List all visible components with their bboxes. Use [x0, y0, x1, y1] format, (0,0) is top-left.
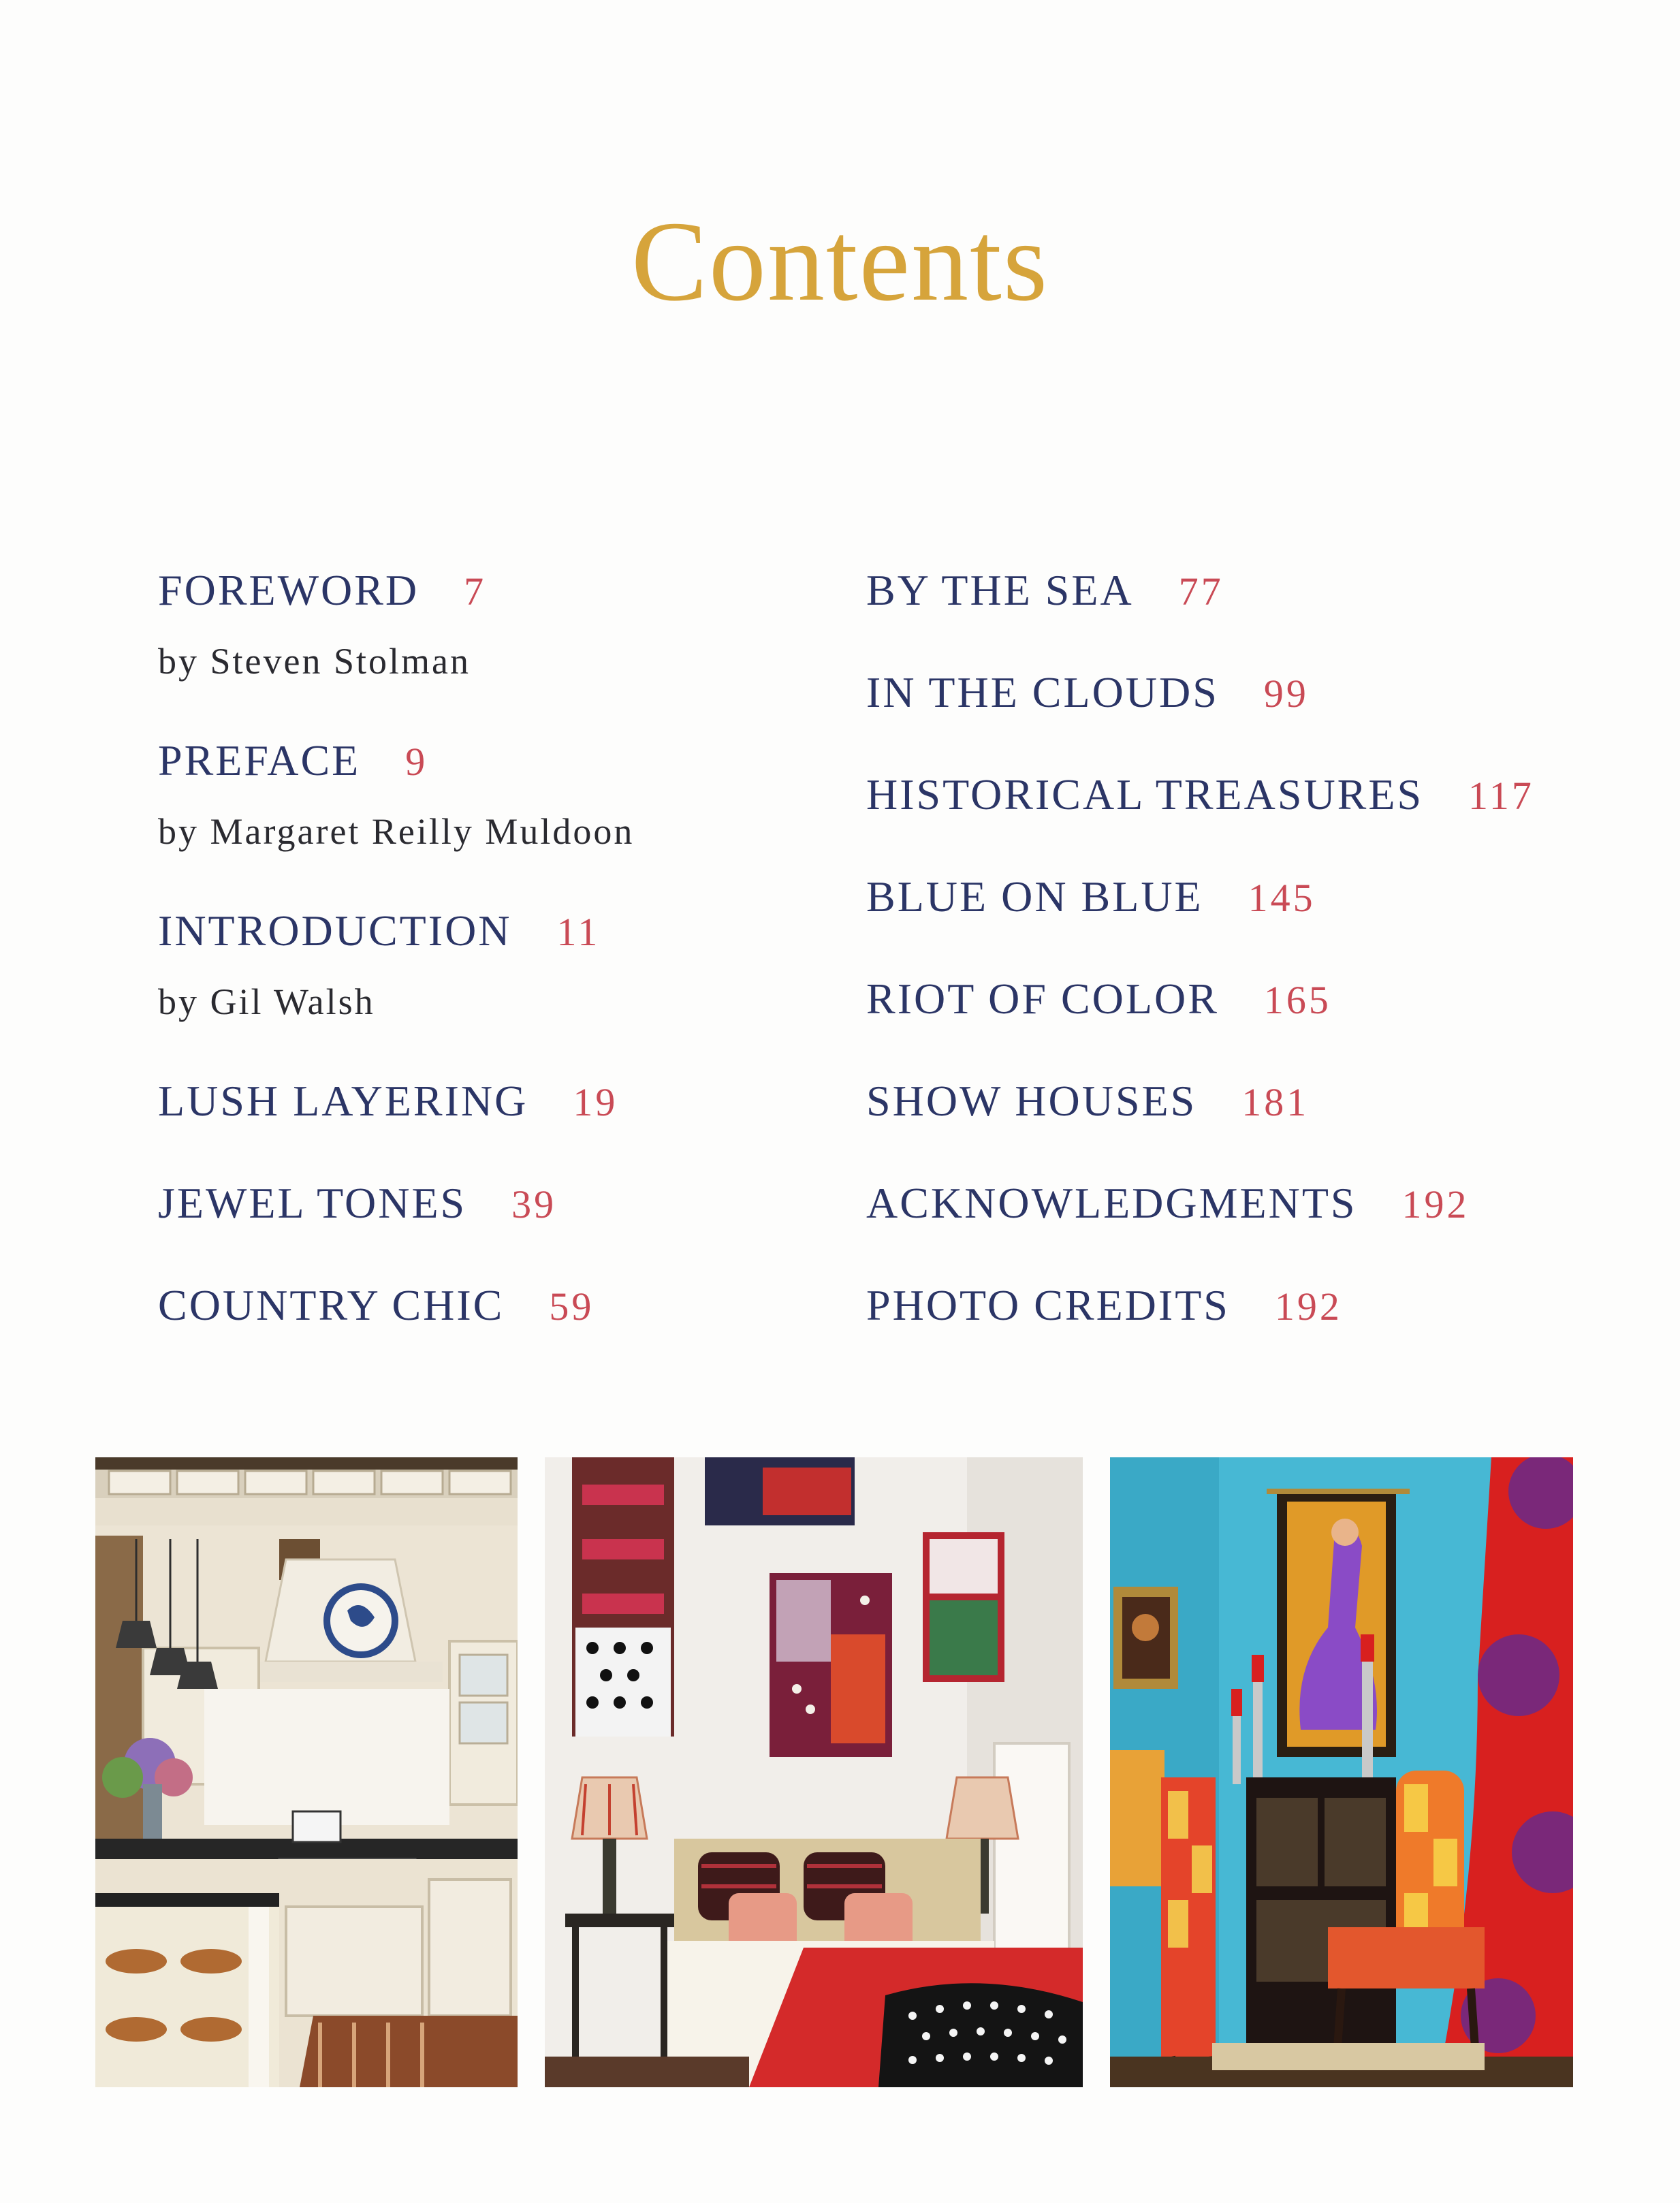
bedroom-photo-icon — [545, 1457, 1083, 2087]
kitchen-photo — [95, 1457, 518, 2087]
toc-entry-preface[interactable] — [158, 735, 428, 786]
toc-entry-title: FOREWORD — [158, 566, 419, 614]
toc-entry-title: COUNTRY CHIC — [158, 1281, 505, 1329]
toc-entry-page: 165 — [1263, 978, 1331, 1022]
toc-entry-byline: by Gil Walsh — [158, 981, 375, 1022]
toc-entry-byline: by Steven Stolman — [158, 641, 471, 682]
toc-entry-by-the-sea[interactable] — [866, 565, 1224, 616]
toc-entry-page: 19 — [573, 1080, 618, 1124]
kitchen-photo-icon — [95, 1457, 518, 2087]
toc-entry-historical-treasures[interactable] — [866, 770, 1534, 820]
toc-entry-photo-credits[interactable] — [866, 1280, 1342, 1331]
toc-entry-page: 145 — [1248, 876, 1316, 920]
toc-entry-introduction[interactable] — [158, 906, 600, 956]
toc-entry-foreword[interactable] — [158, 565, 486, 616]
toc-entry-title: INTRODUCTION — [158, 906, 512, 955]
toc-entry-page: 77 — [1178, 569, 1224, 614]
toc-entry-title: PHOTO CREDITS — [866, 1281, 1230, 1329]
toc-entry-title: JEWEL TONES — [158, 1179, 467, 1227]
toc-entry-title: LUSH LAYERING — [158, 1077, 528, 1125]
toc-entry-page: 39 — [511, 1182, 557, 1226]
toc-entry-show-houses[interactable] — [866, 1076, 1309, 1126]
toc-entry-blue-on-blue[interactable] — [866, 872, 1316, 922]
toc-entry-title: RIOT OF COLOR — [866, 974, 1219, 1023]
toc-entry-page: 181 — [1241, 1080, 1310, 1124]
toc-entry-title: HISTORICAL TREASURES — [866, 770, 1424, 819]
toc-entry-title: BY THE SEA — [866, 566, 1134, 614]
toc-entry-country-chic[interactable] — [158, 1280, 594, 1331]
bedroom-photo — [545, 1457, 1083, 2087]
page-title: Contents — [631, 198, 1049, 325]
toc-entry-in-the-clouds[interactable] — [866, 667, 1309, 718]
toc-entry-page: 59 — [549, 1284, 595, 1329]
toc-entry-title: SHOW HOUSES — [866, 1077, 1197, 1125]
toc-entry-page: 99 — [1263, 671, 1309, 716]
toc-entry-jewel-tones[interactable] — [158, 1178, 556, 1229]
toc-entry-page: 192 — [1274, 1284, 1342, 1329]
toc-entry-page: 192 — [1401, 1182, 1470, 1226]
toc-entry-title: PREFACE — [158, 736, 361, 784]
toc-entry-lush-layering[interactable] — [158, 1076, 618, 1126]
toc-entry-acknowledgments[interactable] — [866, 1178, 1470, 1229]
dining-room-photo — [1110, 1457, 1573, 2087]
dining-room-photo-icon — [1110, 1457, 1573, 2087]
toc-entry-title: ACKNOWLEDGMENTS — [866, 1179, 1357, 1227]
toc-entry-page: 11 — [556, 910, 601, 954]
toc-entry-page: 7 — [464, 569, 487, 614]
toc-entry-page: 9 — [405, 740, 428, 784]
toc-entry-title: IN THE CLOUDS — [866, 668, 1219, 716]
toc-entry-riot-of-color[interactable] — [866, 974, 1331, 1024]
toc-entry-title: BLUE ON BLUE — [866, 872, 1203, 921]
toc-entry-byline: by Margaret Reilly Muldoon — [158, 811, 635, 852]
toc-entry-page: 117 — [1468, 774, 1534, 818]
